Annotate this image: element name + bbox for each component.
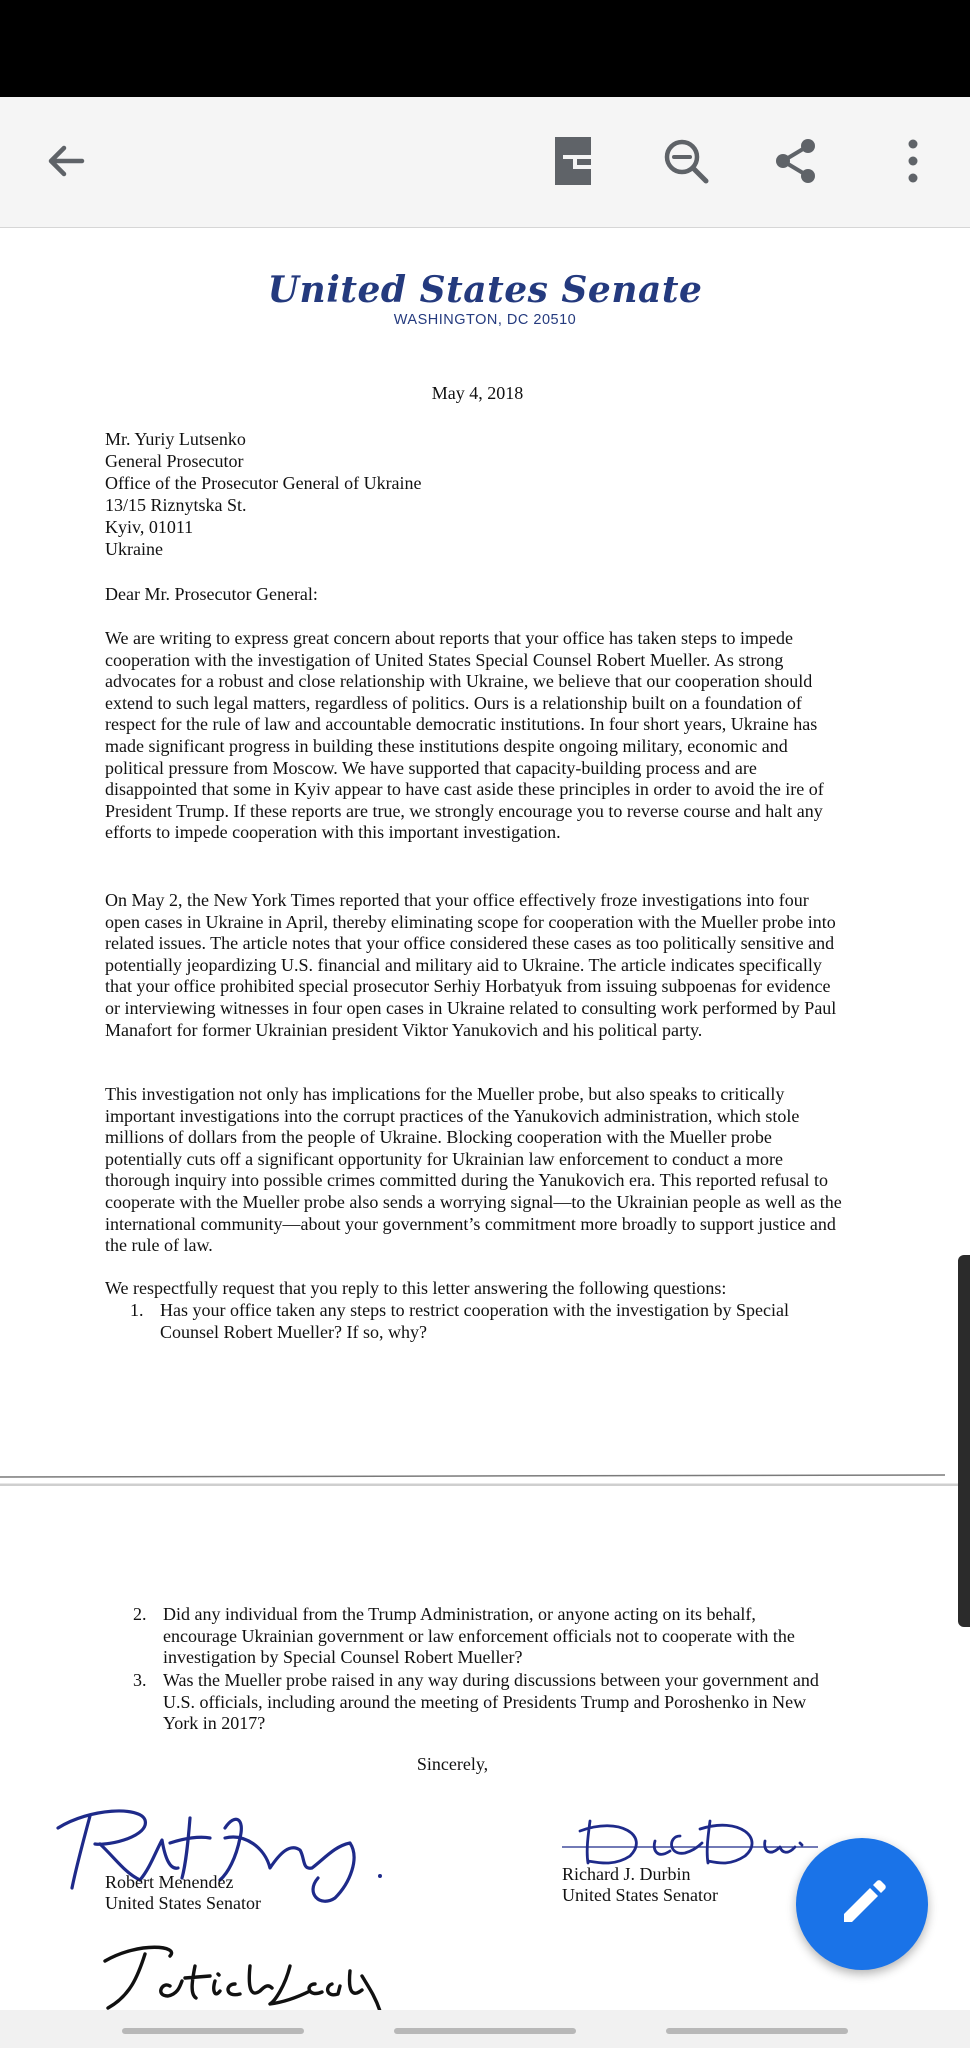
paragraph-3: This investigation not only has implications for the Mueller probe, but also speaks to critically important investigations into the corrupt practices of the Yanukovich administration, which stole millions of dollars from the people of Ukraine. Blocking cooperation with the Mueller probe potentially cuts off a significant opportunity for Ukrainian law enforcement to conduct a more thorough inquiry into possible crimes committed during the Yanukovich era. This reported refusal to cooperate with the Mueller probe also sends a worrying signal—to the Ukrainian people as well as the international community—about your government’s commitment more broadly to support justice and the rule of law.: [105, 1084, 842, 1256]
paragraph-2: On May 2, the New York Times reported that your office effectively froze investigations into four open cases in Ukraine in April, thereby eliminating scope for cooperation with the Mueller probe into related issues. The article notes that your office considered these cases as too politically sensitive and potentially jeopardizing U.S. financial and military aid to Ukraine. The article indicates specifically that your office prohibited special prosecutor Serhiy Horbatyuk from issuing subpoenas for evidence or interviewing witnesses in four open cases in Ukraine related to consulting work performed by Paul Manafort for former Ukrainian president Viktor Yanukovich and his political party.: [105, 890, 837, 1040]
scrollbar-handle[interactable]: [958, 1255, 970, 1627]
nav-indicator-left[interactable]: [122, 2028, 304, 2034]
pencil-icon: [834, 1876, 890, 1932]
more-options-button[interactable]: [877, 125, 949, 197]
senate-address: WASHINGTON, DC 20510: [393, 312, 577, 328]
question-3: [133, 1670, 833, 1735]
system-nav-bar: [0, 2010, 970, 2048]
letterhead: [0, 270, 970, 328]
question-number: 1.: [130, 1300, 144, 1320]
signatory-name: Richard J. Durbin: [562, 1864, 691, 1884]
recipient-line: Kyiv, 01011: [105, 517, 194, 537]
recipient-line: Mr. Yuriy Lutsenko: [105, 429, 246, 449]
document-page-1: [0, 228, 970, 1473]
signatory-name: Robert Menendez: [105, 1872, 234, 1892]
page-layout-button[interactable]: [537, 125, 609, 197]
recipient-line: Office of the Prosecutor General of Ukraine: [105, 473, 422, 493]
recipient-line: 13/15 Riznytska St.: [105, 495, 247, 515]
question-text: Was the Mueller probe raised in any way during discussions between your government and U.S. officials, including around the meeting of Presidents Trump and Poroshenko in New York in 2017?: [163, 1670, 819, 1734]
edit-fab-button[interactable]: [796, 1838, 928, 1970]
question-number: 3.: [133, 1670, 147, 1690]
arrow-left-icon: [42, 137, 90, 185]
question-text: Did any individual from the Trump Administration, or anyone acting on its behalf, encourage Ukrainian government or law enforcement officials not to cooperate with the investigation by Special Counsel Robert Mueller?: [163, 1604, 795, 1668]
question-number: 2.: [133, 1604, 147, 1624]
leahy-signature: [100, 1936, 400, 2016]
share-button[interactable]: [760, 125, 832, 197]
closing: Sincerely,: [416, 1754, 489, 1774]
paragraph-4: We respectfully request that you reply to this letter answering the following questions:: [105, 1278, 727, 1298]
search-icon: [660, 135, 712, 187]
letter-date: May 4, 2018: [431, 383, 524, 403]
question-2: [133, 1604, 833, 1669]
senate-name: United States Senate: [267, 269, 703, 311]
more-vert-icon: [903, 136, 923, 186]
signatory-title: United States Senator: [562, 1885, 718, 1905]
signatory-menendez: [105, 1872, 261, 1914]
durbin-signature: [560, 1811, 820, 1871]
app-toolbar: [0, 97, 970, 228]
paragraph-1: We are writing to express great concern about reports that your office has taken steps to impede cooperation with the investigation of United States Special Counsel Robert Mueller. As strong advocates for a robust and close relationship with Ukraine, we believe that our cooperation should extend to such legal matters, regardless of politics. Ours is a relationship built on a foundation of respect for the rule of law and accountable democratic institutions. In four short years, Ukraine has made significant progress in building these institutions despite ongoing military, economic and political pressure from Moscow. We have supported that capacity-building process and are disappointed that some in Kyiv appear to have cast aside these principles in order to avoid the ire of President Trump. If these reports are true, we strongly encourage you to reverse course and halt any efforts to impede cooperation with this important investigation.: [105, 628, 824, 843]
search-button[interactable]: [650, 125, 722, 197]
back-button[interactable]: [30, 125, 102, 197]
share-icon: [771, 136, 821, 186]
status-bar: [0, 0, 970, 97]
question-1: [130, 1300, 830, 1343]
recipient-line: General Prosecutor: [105, 451, 244, 471]
salutation: Dear Mr. Prosecutor General:: [105, 584, 318, 604]
question-text: Has your office taken any steps to restrict cooperation with the investigation by Special Counsel Robert Mueller? If so, why?: [160, 1300, 789, 1342]
recipient-line: Ukraine: [105, 539, 163, 559]
signatory-title: United States Senator: [105, 1893, 261, 1913]
nav-indicator-right[interactable]: [666, 2028, 848, 2034]
page-layout-icon: [551, 135, 595, 187]
recipient-address: [105, 428, 422, 560]
nav-indicator-center[interactable]: [394, 2028, 576, 2034]
page-separator: [0, 1473, 970, 1485]
signatory-durbin: [562, 1864, 718, 1906]
